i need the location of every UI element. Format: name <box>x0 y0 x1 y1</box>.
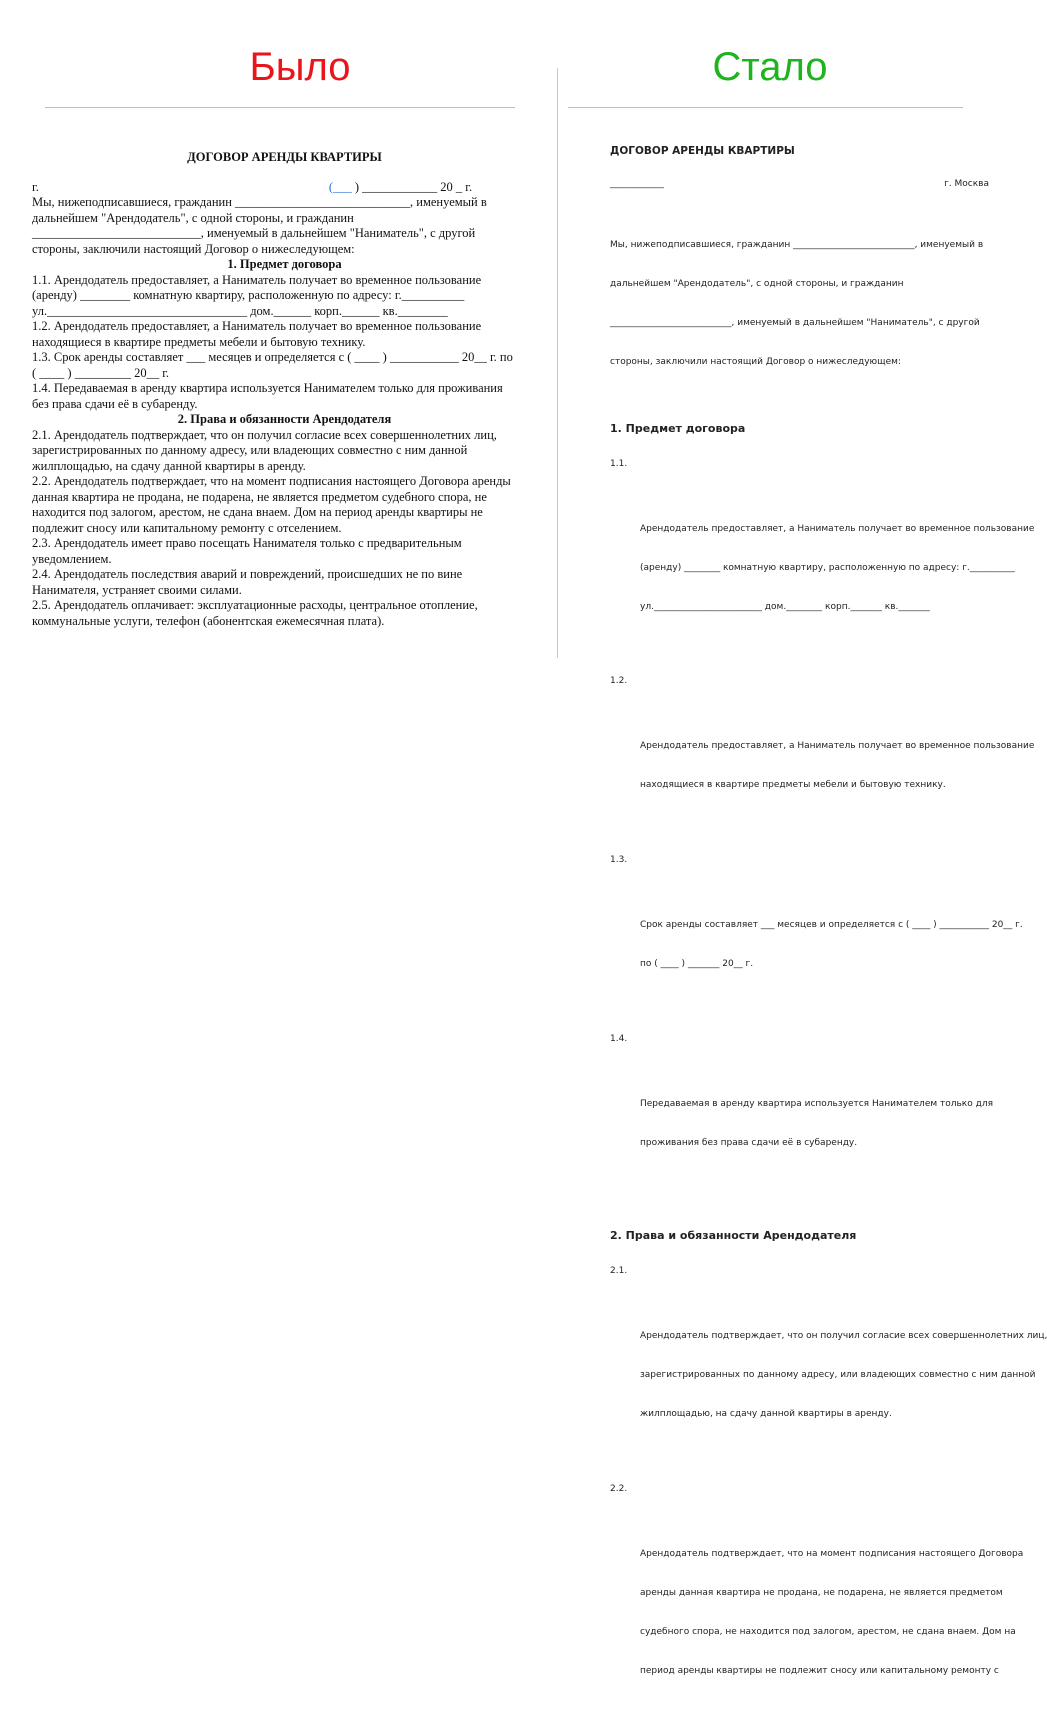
new-clause <box>610 854 1023 1023</box>
clause-line: находящиеся в квартире предметы мебели и бытовую технику. <box>640 780 946 790</box>
clause-number: 1.3. <box>610 855 628 865</box>
old-city-date-line <box>32 180 537 196</box>
old-section1-line: 1.3. Срок аренды составляет ___ месяцев и определяется с ( ____ ) ___________ 20__ г. по <box>32 350 513 364</box>
clause-line: аренды данная квартира не продана, не подарена, не является предметом <box>640 1588 1003 1598</box>
old-document-title: ДОГОВОР АРЕНДЫ КВАРТИРЫ <box>187 150 382 164</box>
clause-number: 2.1. <box>610 1266 628 1276</box>
new-intro-line: стороны, заключили настоящий Договор о нижеследующем: <box>610 357 901 367</box>
old-section2-line: коммунальные услуги, телефон (абонентская ежемесячная плата). <box>32 613 385 628</box>
new-city-date-row <box>610 179 1002 193</box>
new-clause <box>610 1033 1002 1202</box>
heading-underline-left <box>45 107 515 108</box>
new-city: г. Москва <box>944 179 989 189</box>
vertical-divider <box>557 68 558 658</box>
old-document <box>32 150 537 629</box>
old-section2-line: жилплощадью, на сдачу данной квартиры в аренду. <box>32 458 306 473</box>
clause-line: ул.________________________ дом.________ корп._______ кв._______ <box>640 602 930 612</box>
new-date-blank: ____________ <box>610 179 664 189</box>
old-intro-line: стороны, заключили настоящий Договор о нижеследующем: <box>32 241 355 256</box>
before-heading: Было <box>249 45 351 89</box>
new-intro-line: Мы, нижеподписавшиеся, гражданин ___________________________, именуемый в <box>610 240 984 250</box>
old-intro-line: ___________________________, именуемый в дальнейшем "Наниматель", с другой <box>32 226 476 240</box>
new-section1-title: 1. Предмет договора <box>610 422 746 435</box>
new-clause <box>610 458 1035 666</box>
old-intro-line: дальнейшем "Арендодатель", с одной стороны, и гражданин <box>32 210 354 225</box>
old-section1-title: 1. Предмет договора <box>227 257 342 271</box>
old-date-blank: ) ____________ 20 _ г. <box>351 179 473 194</box>
old-section1-line: находящиеся в квартире предметы мебели и бытовую технику. <box>32 334 366 349</box>
old-section2-line: 2.3. Арендодатель имеет право посещать Нанимателя только с предварительным <box>32 536 462 550</box>
old-section1-line: без права сдачи её в субаренду. <box>32 396 198 411</box>
old-section2-line: зарегистрированных по данному адресу, или владеющих совместно с ним данной <box>32 443 468 457</box>
old-section1-line: 1.2. Арендодатель предоставляет, а Наниматель получает во временное пользование <box>32 319 482 333</box>
new-section2-title: 2. Права и обязанности Арендодателя <box>610 1229 857 1242</box>
old-section1-line: 1.4. Передаваемая в аренду квартира используется Нанимателем только для проживания <box>32 381 503 395</box>
clause-line: судебного спора, не находится под залогом, арестом, не сдана внаем. Дом на <box>640 1627 1016 1637</box>
clause-line: проживания без права сдачи её в субаренду. <box>640 1138 858 1148</box>
new-clause <box>610 1265 1047 1473</box>
old-section1-line: (аренду) ________ комнатную квартиру, расположенную по адресу: г.__________ <box>32 288 465 302</box>
old-section2-line: Нанимателя, устраняет своими силами. <box>32 582 242 597</box>
clause-line: период аренды квартиры не подлежит сносу или капитальному ремонту с <box>640 1666 999 1676</box>
clause-line: Арендодатель подтверждает, что на момент подписания настоящего Договора <box>640 1549 1024 1559</box>
heading-underline-right <box>568 107 963 108</box>
old-section1-line: ( ____ ) _________ 20__ г. <box>32 365 170 380</box>
new-intro <box>610 213 1002 395</box>
old-section2-line: 2.1. Арендодатель подтверждает, что он получил согласие всех совершеннолетних лиц, <box>32 427 497 442</box>
new-document-title: ДОГОВОР АРЕНДЫ КВАРТИРЫ <box>610 145 795 157</box>
clause-number: 1.4. <box>610 1034 628 1044</box>
old-section2-line: подлежит сносу или капитальному ремонту с отселением. <box>32 520 342 535</box>
old-section1-line: ул.________________________________ дом.______ корп.______ кв.________ <box>32 303 448 318</box>
clause-number: 2.2. <box>610 1484 628 1494</box>
clause-line: (аренду) ________ комнатную квартиру, расположенную по адресу: г.__________ <box>640 563 1015 573</box>
clause-line: Арендодатель предоставляет, а Наниматель получает во временное пользование <box>640 741 1035 751</box>
old-section1-line: 1.1. Арендодатель предоставляет, а Наниматель получает во временное пользование <box>32 272 482 287</box>
clause-line: Передаваемая в аренду квартира используется Нанимателем только для <box>640 1099 993 1109</box>
new-intro-line: дальнейшем "Арендодатель", с одной стороны, и гражданин <box>610 279 904 289</box>
old-intro-line: Мы, нижеподписавшиеся, гражданин ____________________________, именуемый в <box>32 195 487 209</box>
clause-line: Срок аренды составляет ___ месяцев и определяется с ( ____ ) ___________ 20__ г. <box>640 920 1023 930</box>
old-section2-title: 2. Права и обязанности Арендодателя <box>177 412 392 426</box>
new-clause <box>610 1483 1024 1730</box>
old-city-blank: (___ <box>328 179 352 194</box>
old-section2-line: уведомлением. <box>32 551 112 566</box>
clause-line: Арендодатель предоставляет, а Наниматель получает во временное пользование <box>640 524 1035 534</box>
old-section2-line: находится под залогом, арестом, не сдана внаем. Дом на период аренды квартиры не <box>32 505 483 519</box>
clause-line: по ( ____ ) _______ 20__ г. <box>640 959 754 969</box>
clause-number: 1.1. <box>610 459 628 469</box>
new-clause <box>610 675 1035 844</box>
clause-line: жилплощадью, на сдачу данной квартиры в аренду. <box>640 1409 892 1419</box>
clause-number: 1.2. <box>610 676 628 686</box>
after-heading: Стало <box>712 45 828 89</box>
new-intro-line: ___________________________, именуемый в дальнейшем "Наниматель", с другой <box>610 318 980 328</box>
old-section2-line: 2.2. Арендодатель подтверждает, что на момент подписания настоящего Договора аренды <box>32 474 511 488</box>
clause-line: зарегистрированных по данному адресу, или владеющих совместно с ним данной <box>640 1370 1036 1380</box>
clause-line: Арендодатель подтверждает, что он получил согласие всех совершеннолетних лиц, <box>640 1331 1047 1341</box>
new-document <box>610 138 1047 1730</box>
old-section2-line: 2.4. Арендодатель последствия аварий и повреждений, происшедших не по вине <box>32 567 463 581</box>
old-section2-line: 2.5. Арендодатель оплачивает: эксплуатационные расходы, центральное отопление, <box>32 598 478 612</box>
old-city-prefix: г. <box>32 179 39 194</box>
old-section2-line: данная квартира не продана, не подарена, не является предметом судебного спора, не <box>32 489 487 504</box>
